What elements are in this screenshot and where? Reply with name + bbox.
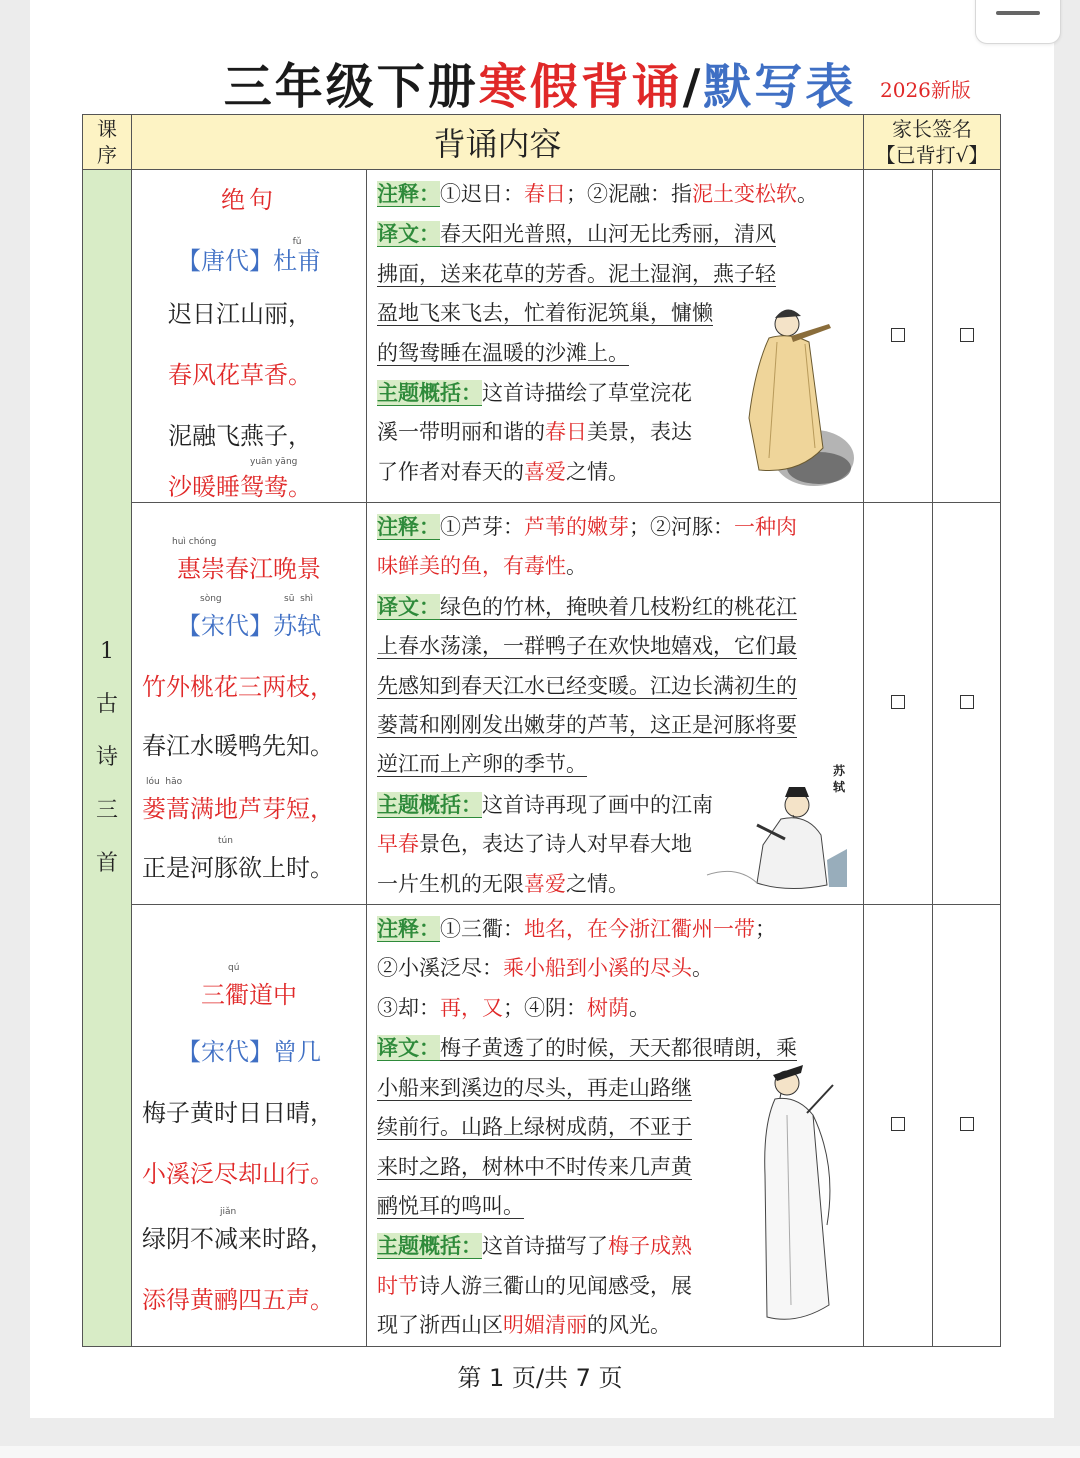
page-number: 第 1 页/共 7 页 — [457, 1364, 623, 1392]
poem-author: sòng sū shì 【宋代】苏轼 — [177, 594, 321, 640]
poem-title: qú 三衢道中 — [201, 963, 297, 1010]
recitation-table — [82, 114, 1001, 1347]
poem-title: 绝句 — [221, 186, 277, 214]
poem-line: 春风花草香。 — [168, 361, 312, 389]
notes-block: 注释：①迟日：春日；②泥融：指泥土变松软。 译文：春天阳光普照，山河无比秀丽，清风 拂面，送来花草的芳香。泥土湿润，燕子轻 盈地飞来飞去，忙着衔泥筑巢，慵懒 的鸳鸯睡在温暖的沙滩上。 主题概括：这首诗描绘了草堂浣花 溪一带明丽和谐的春日美景，表达 了作者对春天的喜爱之情。 — [367, 170, 863, 492]
bottom-strip — [0, 1446, 1080, 1458]
poem-line: yuān yāng 沙暖睡鸳鸯。 — [168, 457, 312, 501]
poem-line: jiǎn 绿阴不减来时路， — [142, 1207, 334, 1254]
notes-cell — [367, 503, 864, 905]
table-header-row — [83, 115, 1001, 170]
sign-checkbox[interactable] — [891, 695, 905, 709]
header-parent-sign: 家长签名 【已背打√】 — [864, 115, 1001, 170]
edition-label: 2026新版 — [880, 78, 971, 102]
notes-block: 注释：①三衢：地名，在今浙江衢州一带； ②小溪泛尽：乘小船到小溪的尽头。 ③却：再，又；④阴：树荫。 译文：梅子黄透了的时候，天天都很晴朗，乘 小船来到溪边的尽头，再走山路继 续前行。山路上绿树成荫，不亚于 来时之路，树林中不时传来几声黄 鹂悦耳的鸣叫。 主题概括：这首诗描写了梅子成熟 时节诗人游三衢山的见闻感受，展 现了浙西山区明媚清丽的风光。 — [367, 905, 863, 1345]
poem-author: 【唐代】杜甫fǔ — [177, 237, 321, 275]
poem-line: 泥融飞燕子， — [168, 422, 312, 450]
notes-cell — [367, 170, 864, 503]
sign-checkbox-cell[interactable] — [933, 503, 1001, 905]
sign-checkbox-cell[interactable] — [933, 170, 1001, 503]
sign-checkbox[interactable] — [960, 328, 974, 342]
poem-line: 添得黄鹂四五声。 — [142, 1286, 334, 1315]
lesson-number: 1 — [100, 639, 114, 665]
notes-block: 注释：①芦芽：芦苇的嫩芽；②河豚：一种肉 味鲜美的鱼，有毒性。 译文：绿色的竹林，掩映着几枝粉红的桃花江 上春水荡漾，一群鸭子在欢快地嬉戏，它们最 先感知到春天江水已经变暖。江边长满初生的 蒌蒿和刚刚发出嫩芽的芦苇，这正是河豚将要 逆江而上产卵的季节。 主题概括：这首诗再现了画中的江南 早春景色，表达了诗人对早春大地 一片生机的无限喜爱之情。 苏轼 — [367, 503, 863, 904]
poem-line: lóu hāo 蒌蒿满地芦芽短， — [142, 777, 334, 823]
poem-line: tún 正是河豚欲上时。 — [142, 836, 334, 882]
sign-checkbox-cell[interactable] — [864, 503, 933, 905]
poem-line: 小溪泛尽却山行。 — [142, 1160, 334, 1189]
poem-line: 梅子黄时日日晴， — [142, 1099, 334, 1128]
poem-cell — [132, 170, 367, 503]
table-row — [83, 503, 1001, 905]
sign-checkbox-cell[interactable] — [864, 905, 933, 1346]
table-row — [83, 170, 1001, 503]
lesson-index-cell: 1 古 诗 三 首 — [83, 170, 132, 1347]
sign-checkbox[interactable] — [891, 328, 905, 342]
poem-cell — [132, 905, 367, 1346]
header-content: 背诵内容 — [132, 115, 864, 170]
poem-cell — [132, 503, 367, 905]
sign-checkbox-cell[interactable] — [864, 170, 933, 503]
page-title: 三年级下册寒假背诵/默写表 — [223, 59, 857, 115]
poet-illustration-zeng-ji — [747, 1055, 857, 1335]
table-row — [83, 905, 1001, 1346]
notes-cell — [367, 905, 864, 1346]
sign-checkbox[interactable] — [960, 695, 974, 709]
figure-caption: 苏轼 — [833, 764, 846, 794]
sign-checkbox[interactable] — [891, 1117, 905, 1131]
poet-illustration-du-fu — [719, 298, 857, 488]
sign-checkbox-cell[interactable] — [933, 905, 1001, 1346]
drag-handle[interactable] — [975, 0, 1061, 44]
sign-checkbox[interactable] — [960, 1117, 974, 1131]
handle-bar-icon — [996, 11, 1040, 15]
poem-line: 迟日江山丽， — [168, 300, 312, 328]
poem-line: 竹外桃花三两枝， — [142, 673, 334, 701]
header-lesson-index: 课 序 — [83, 115, 132, 170]
poem-author: 【宋代】曾几 — [177, 1038, 321, 1067]
poem-line: 春江水暖鸭先知。 — [142, 732, 334, 760]
poem-title: huì chóng 惠崇春江晚景 — [172, 537, 321, 583]
